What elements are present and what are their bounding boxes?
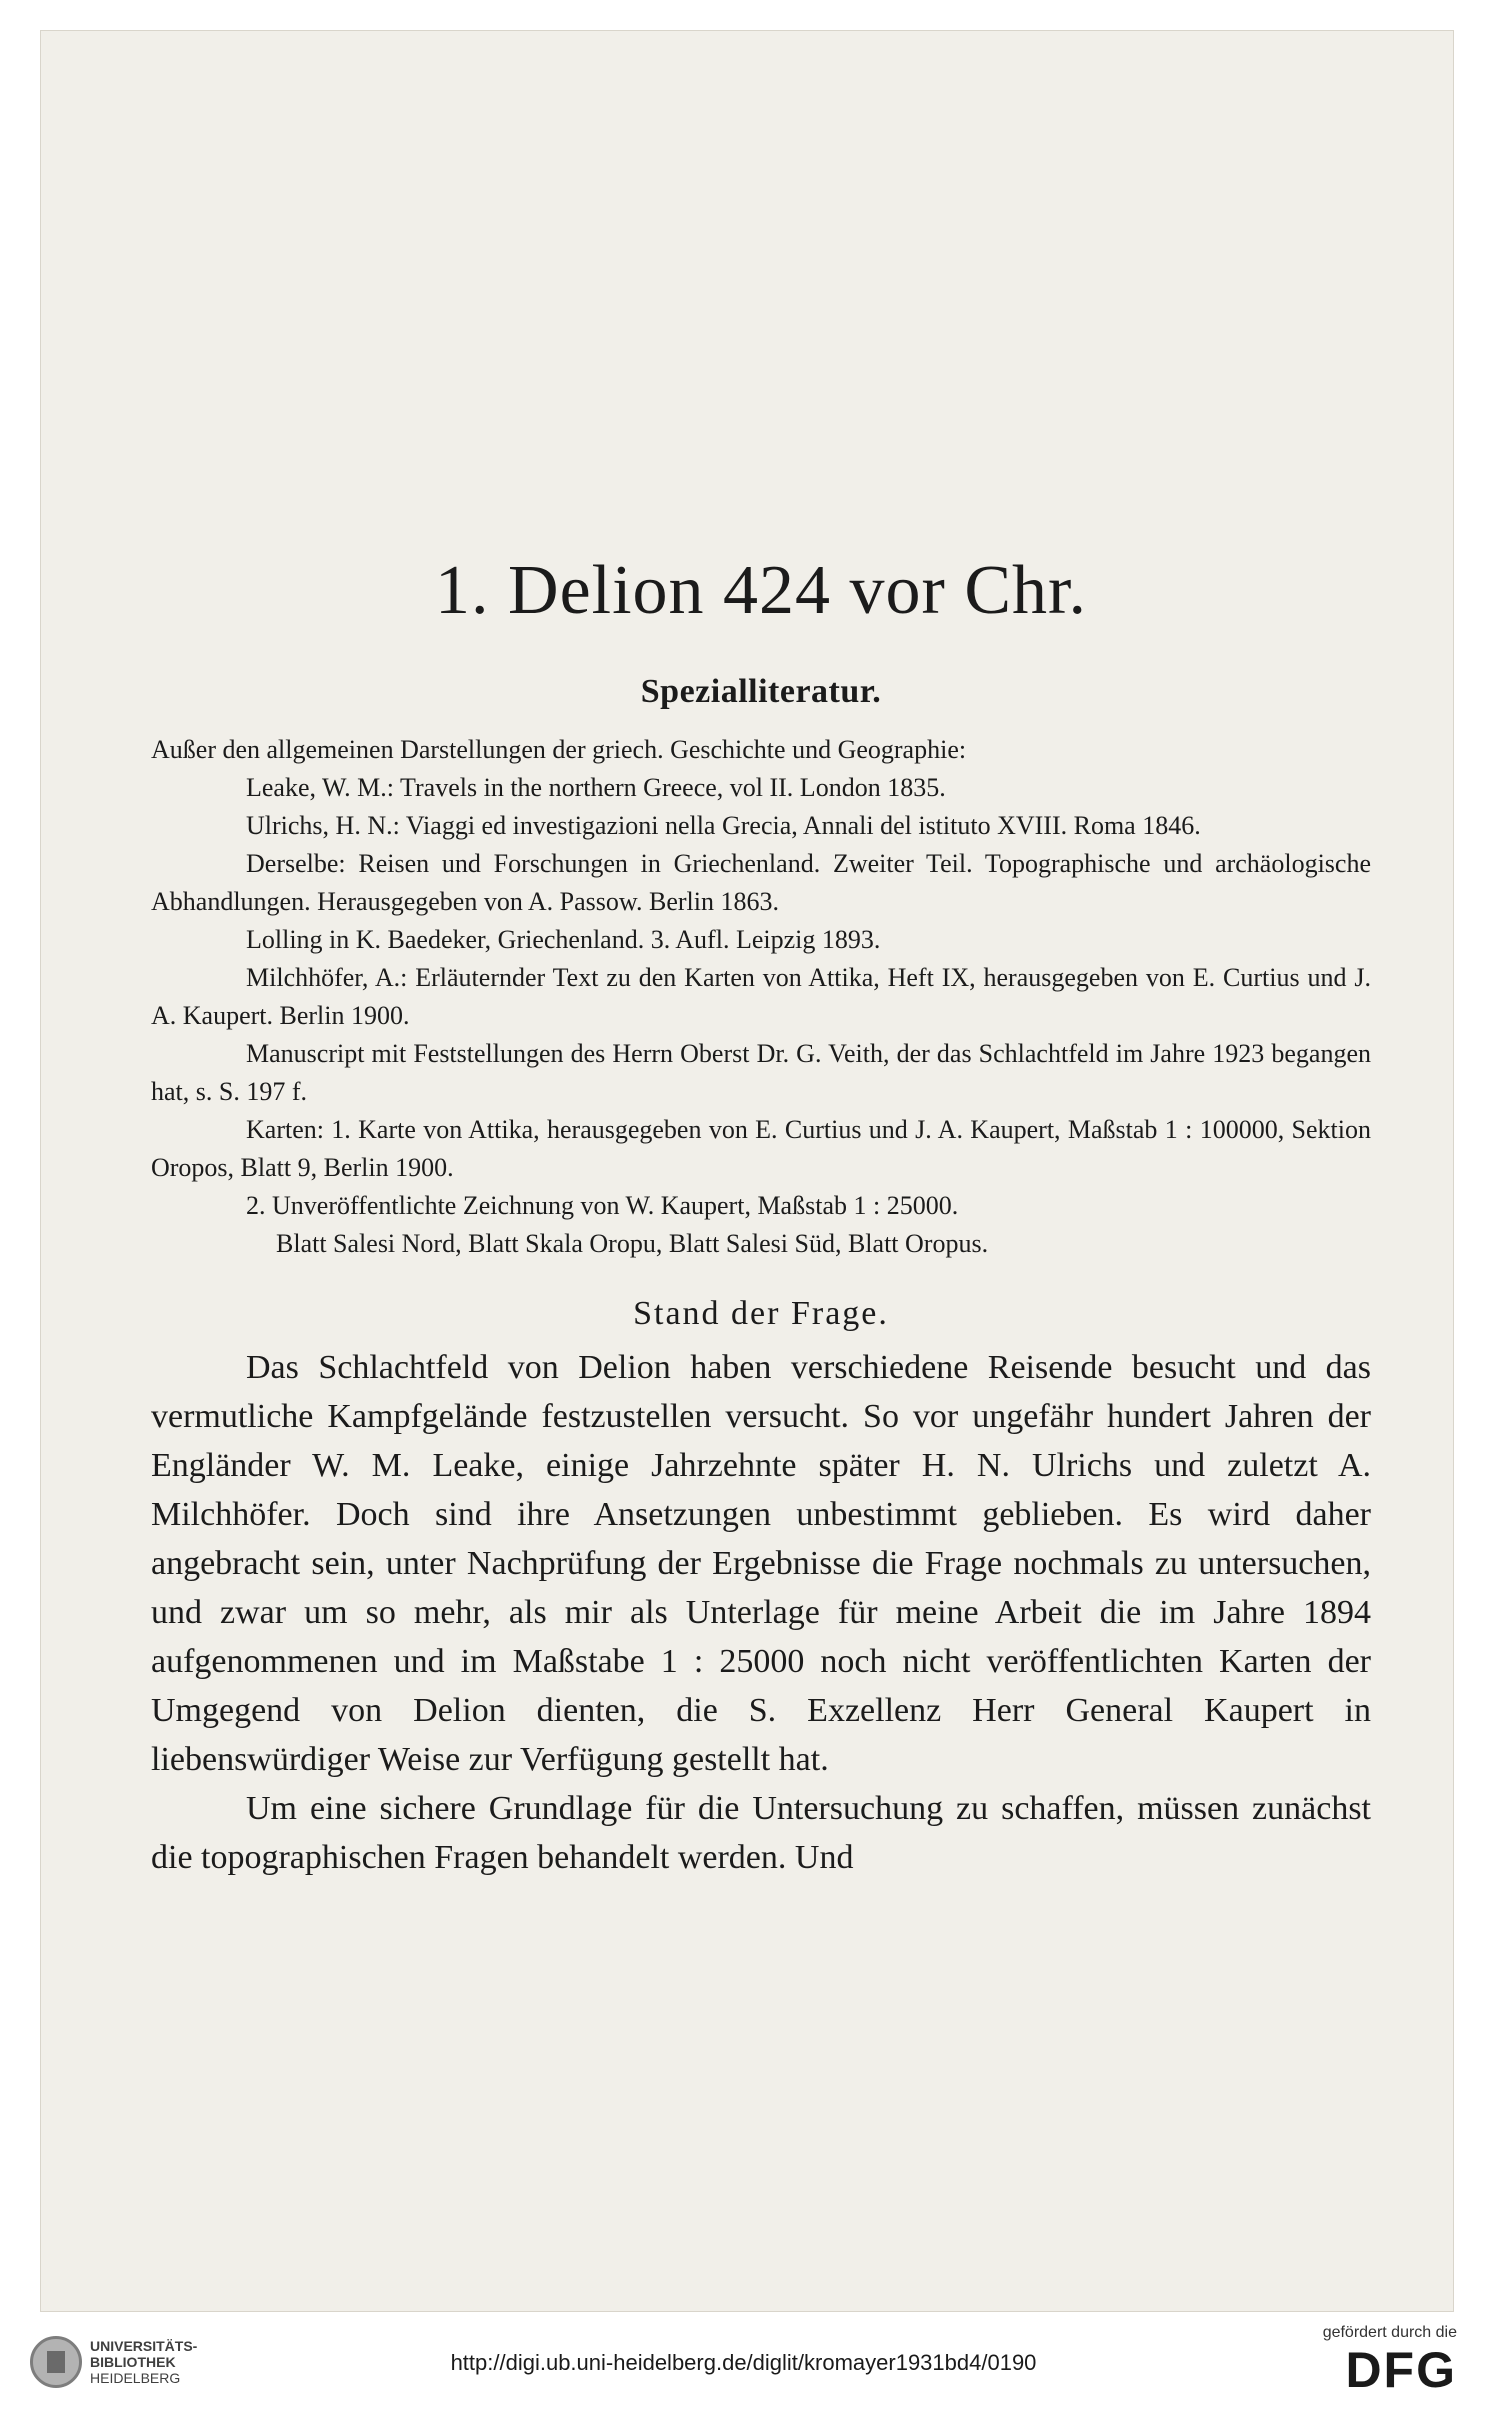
body-paragraph: Das Schlachtfeld von Delion haben verschiedene Reisende besucht und das vermutliche Kampfgelände festzustellen versucht. So vor ungefähr hundert Jahren der Engländer W. M. Leake, einige Jahrzehnte später H. N. Ulrichs und zuletzt A. Milchhöfer. Doch sind ihre Ansetzungen unbestimmt geblieben. Es wird daher angebracht sein, unter Nachprüfung der Ergebnisse die Frage nochmals zu untersuchen, und zwar um so mehr, als mir als Unterlage für meine Arbeit die im Jahre 1894 aufgenommenen und im Maßstabe 1 : 25000 noch nicht veröffentlichten Karten der Umgegend von Delion dienten, die S. Exzellenz Herr General Kaupert in liebenswürdiger Weise zur Verfügung gestellt hat. bbox=[151, 1349, 1371, 1778]
body-paragraph: Um eine sichere Grundlage für die Untersuchung zu schaffen, müssen zunächst die topographischen Fragen behandelt werden. Und bbox=[151, 1790, 1371, 1876]
literature-entry: Blatt Salesi Nord, Blatt Skala Oropu, Blatt Salesi Süd, Blatt Oropus. bbox=[276, 1229, 989, 1258]
document-url-link[interactable]: http://digi.ub.uni-heidelberg.de/diglit/kromayer1931bd4/0190 bbox=[450, 2350, 1037, 2375]
literature-entry: Ulrichs, H. N.: Viaggi ed investigazioni nella Grecia, Annali del istituto XVIII. Roma 1846. bbox=[246, 811, 1201, 840]
literature-entry: Außer den allgemeinen Darstellungen der griech. Geschichte und Geographie: bbox=[151, 735, 967, 764]
dfg-logo[interactable] bbox=[1297, 2324, 1457, 2410]
literature-heading: Spezialliteratur. bbox=[640, 673, 882, 710]
literature-entry: 2. Unveröffentlichte Zeichnung von W. Kaupert, Maßstab 1 : 25000. bbox=[246, 1191, 959, 1220]
section-heading: Stand der Frage. bbox=[633, 1295, 889, 1332]
library-name: UNIVERSITÄTS- BIBLIOTHEK HEIDELBERG bbox=[90, 2338, 198, 2386]
literature-entry: Leake, W. M.: Travels in the northern Greece, vol II. London 1835. bbox=[246, 773, 946, 802]
funding-note: gefördert durch die bbox=[1322, 2324, 1457, 2341]
literature-entry: Lolling in K. Baedeker, Griechenland. 3. Aufl. Leipzig 1893. bbox=[246, 925, 881, 954]
literature-entry: Karten: 1. Karte von Attika, herausgegeben von E. Curtius und J. A. Kaupert, Maßstab 1 : 100000, Sektion Oropos, Blatt 9, Berlin 1900. bbox=[151, 1115, 1371, 1182]
literature-entry: Manuscript mit Feststellungen des Herrn Oberst Dr. G. Veith, der das Schlachtfeld im Jahre 1923 begangen hat, s. S. 197 f. bbox=[151, 1039, 1371, 1106]
page-content bbox=[151, 551, 1371, 1882]
page-title: 1. Delion 424 vor Chr. bbox=[435, 552, 1087, 629]
literature-entry: Derselbe: Reisen und Forschungen in Griechenland. Zweiter Teil. Topographische und archäologische Abhandlungen. Herausgegeben von A. Passow. Berlin 1863. bbox=[151, 849, 1371, 916]
scanned-page bbox=[40, 30, 1454, 2312]
literature-entry: Milchhöfer, A.: Erläuternder Text zu den Karten von Attika, Heft IX, herausgegeben von E. Curtius und J. A. Kaupert. Berlin 1900. bbox=[151, 963, 1371, 1030]
body-text bbox=[151, 1343, 1371, 1882]
dfg-logo-mark: DFG bbox=[1345, 2342, 1457, 2398]
viewer-footer bbox=[0, 2318, 1487, 2415]
literature-list bbox=[151, 731, 1371, 1263]
